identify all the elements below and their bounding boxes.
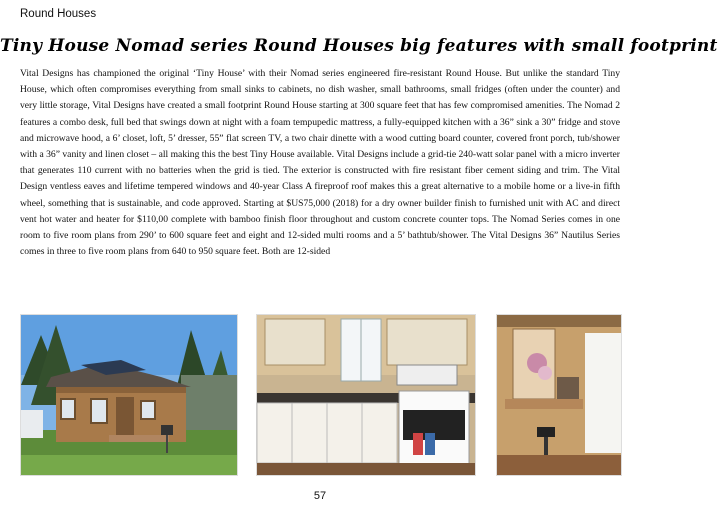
kitchen-interior-photo: [256, 314, 476, 476]
round-house-exterior-photo: [20, 314, 238, 476]
interior-desk-photo: [496, 314, 622, 476]
page-number: 57: [313, 490, 327, 502]
article-body: Vital Designs has championed the original ‘Tiny House’ with their Nomad series engineered fire-resistant Round House. But unlike the standard Tiny House, which often compromises everything from small sinks to cabinets, no dish washer, small bathrooms, small fridges (often under the counter) and very little storage, Vital Designs have created a small footprint Round House starting at 300 square feet that has few compromised amenities. The Nomad 2 features a combo desk, full bed that swings down at night with a foam tempupedic mattress, a fully-equipped kitchen with a 36” sink a 30” fridge and stove and microwave hood, a 6’ closet, loft, 5’ dresser, 55” flat screen TV, a two chair dinette with a wood cutting board counter, covered front porch, tub/shower with a 36” vanity and linen closet – all making this the best Tiny House available. Vital Designs include a grid-tie 240-watt solar panel with a micro inverter that generates 110 current with no batteries when the grid is tied. The exterior is constructed with fire resistant fiber cement siding and trim. The Vital Design ventless eaves and lifetime tempered windows and 40-year Class A fireproof roof makes this a great alternative to a mobile home or a live-in fifth wheel, something that is sustainable, and code approved. Starting at $US75,000 (2018) for a dry owner builder finish to furnished unit with AC and direct vent hot water and heater for $110,00 complete with bamboo finish floor throughout and custom concrete counter tops. The Nomad Series comes in one room to five room plans from 290’ to 600 square feet and eight and 12-sided multi rooms and a 5’ bathtub/shower. The Vital Designs 36” Nautilus Series comes in three to five room plans from 640 to 950 square feet. Both are 12-sided: [20, 68, 620, 258]
article-title: Tiny House Nomad series Round Houses big features with small footprint: [0, 36, 718, 56]
running-head: Round Houses: [20, 8, 97, 20]
